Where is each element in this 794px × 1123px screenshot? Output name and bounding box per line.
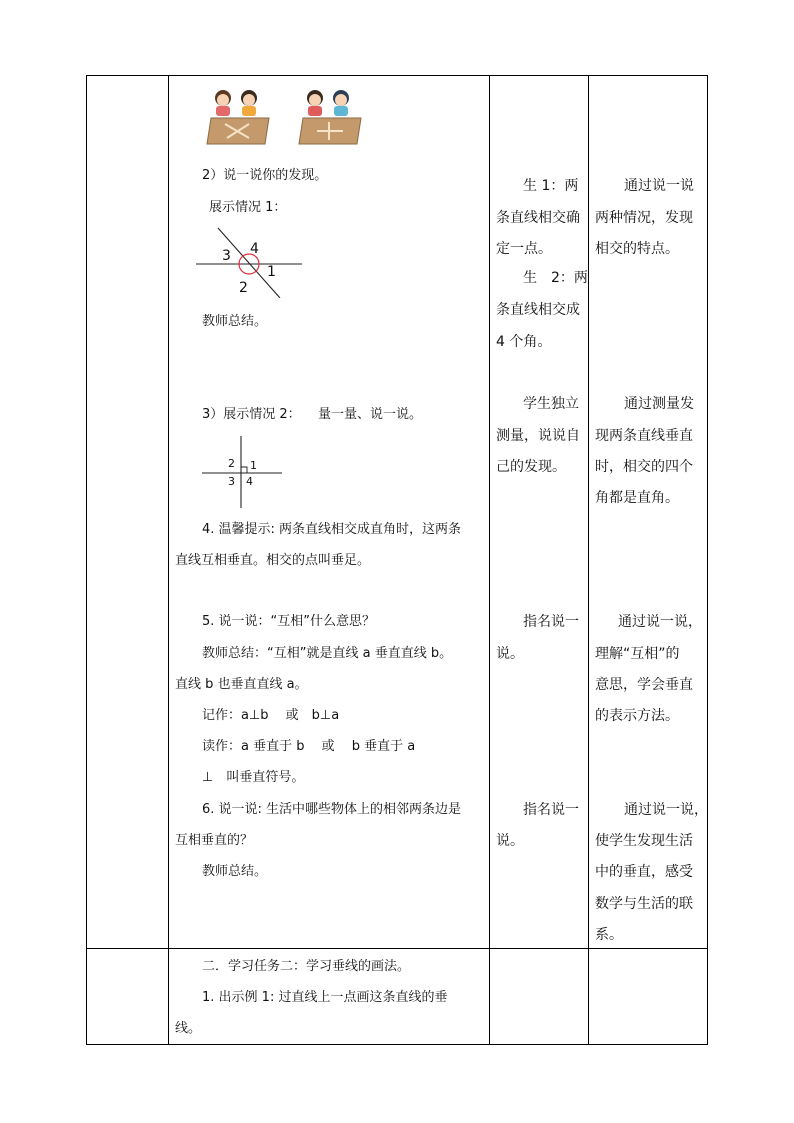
independent-measure-line-2: 测量，说说自 [496, 428, 580, 444]
intent-d-line-4: 数学与生活的联 [595, 896, 693, 912]
notation-read-as: 读作：a 垂直于 b 或 b 垂直于 a [202, 739, 416, 754]
children-at-desks-illustration [203, 86, 373, 148]
student-1-answer-line-3: 定一点。 [496, 241, 552, 257]
learning-task-2-heading: 二．学习任务二：学习垂线的画法。 [202, 959, 411, 974]
table-row-divider [86, 948, 708, 949]
desk-group-crossing-sticks [207, 90, 269, 144]
angle-label-4: 4 [250, 241, 259, 257]
angle-label-2: 2 [228, 457, 235, 470]
intent-b-line-1: 通过测量发 [624, 396, 694, 412]
table-col-divider-2 [489, 75, 490, 1045]
intent-b-line-3: 时，相交的四个 [595, 459, 693, 475]
tip-line-2: 直线互相垂直。相交的点叫垂足。 [175, 553, 371, 568]
question-6-line-2: 互相垂直的？ [175, 833, 254, 848]
student-1-answer-line-1: 生 1：两 [523, 178, 579, 194]
call-on-student-1-line-1: 指名说一 [523, 614, 579, 630]
table-col-divider-3 [588, 75, 589, 1045]
table-border-top [86, 75, 708, 76]
table-border-right [707, 75, 708, 1045]
teacher-summary-6: 教师总结。 [202, 864, 268, 879]
intent-b-line-4: 角都是直角。 [595, 490, 679, 506]
intersecting-lines-figure [194, 226, 304, 298]
right-angle-mark [241, 467, 247, 473]
question-3-prefix: 3）展示情况 2： [202, 407, 301, 422]
teacher-summary-1: 教师总结。 [202, 314, 268, 329]
intent-b-line-2: 现两条直线垂直 [595, 428, 693, 444]
question-6-line-1: 6. 说一说: 生活中哪些物体上的相邻两条边是 [202, 802, 462, 817]
angle-label-1: 1 [250, 459, 257, 472]
table-col-divider-1 [168, 75, 169, 1045]
angle-label-4: 4 [246, 475, 253, 488]
intent-d-line-1: 通过说一说， [624, 802, 708, 818]
intent-a-line-1: 通过说一说 [624, 178, 694, 194]
intent-c-line-2: 理解“互相”的 [595, 646, 680, 662]
perpendicular-lines-figure [202, 436, 284, 510]
desk-group-perpendicular-sticks [299, 90, 361, 144]
tip-line-1: 4. 温馨提示: 两条直线相交成直角时，这两条 [202, 522, 462, 537]
call-on-student-1-line-2: 说。 [496, 646, 524, 662]
angle-label-3: 3 [228, 475, 235, 488]
perpendicular-symbol-note: ⊥ 叫垂直符号。 [202, 770, 305, 785]
intent-d-line-3: 中的垂直，感受 [595, 864, 693, 880]
intent-c-line-3: 意思，学会垂直 [595, 677, 693, 693]
intent-a-line-2: 两种情况，发现 [595, 210, 693, 226]
call-on-student-2-line-2: 说。 [496, 833, 524, 849]
table-border-bottom [86, 1044, 708, 1045]
angle-label-3: 3 [222, 248, 231, 264]
call-on-student-2-line-1: 指名说一 [523, 802, 579, 818]
intent-a-line-3: 相交的特点。 [595, 241, 679, 257]
show-case-1-label: 展示情况 1： [209, 200, 287, 215]
notation-write-as: 记作：a⊥b 或 b⊥a [202, 708, 340, 723]
teacher-summary-5-line-2: 直线 b 也垂直直线 a。 [175, 677, 308, 692]
student-2-answer-line-2: 条直线相交成 [496, 302, 580, 318]
question-2: 2）说一说你的发现。 [202, 168, 328, 183]
student-2-answer-line-1: 生 2：两 [523, 270, 588, 286]
angle-label-2: 2 [239, 280, 248, 296]
intent-c-line-1: 通过说一说， [618, 614, 702, 630]
question-5: 5. 说一说：“互相”什么意思？ [202, 614, 376, 629]
example-1-line-1: 1. 出示例 1: 过直线上一点画这条直线的垂 [202, 990, 448, 1005]
intent-d-line-2: 使学生发现生活 [595, 833, 693, 849]
student-1-answer-line-2: 条直线相交确 [496, 210, 580, 226]
table-border-left [86, 75, 87, 1045]
independent-measure-line-1: 学生独立 [523, 396, 579, 412]
intent-c-line-4: 的表示方法。 [595, 708, 679, 724]
intent-d-line-5: 系。 [595, 927, 623, 943]
teacher-summary-5-line-1: 教师总结：“互相”就是直线 a 垂直直线 b。 [202, 646, 453, 661]
question-3-action: 量一量、说一说。 [318, 407, 423, 422]
independent-measure-line-3: 己的发现。 [496, 459, 566, 475]
angle-label-1: 1 [267, 264, 276, 280]
example-1-line-2: 线。 [175, 1021, 202, 1036]
student-2-answer-line-3: 4 个角。 [496, 334, 552, 350]
